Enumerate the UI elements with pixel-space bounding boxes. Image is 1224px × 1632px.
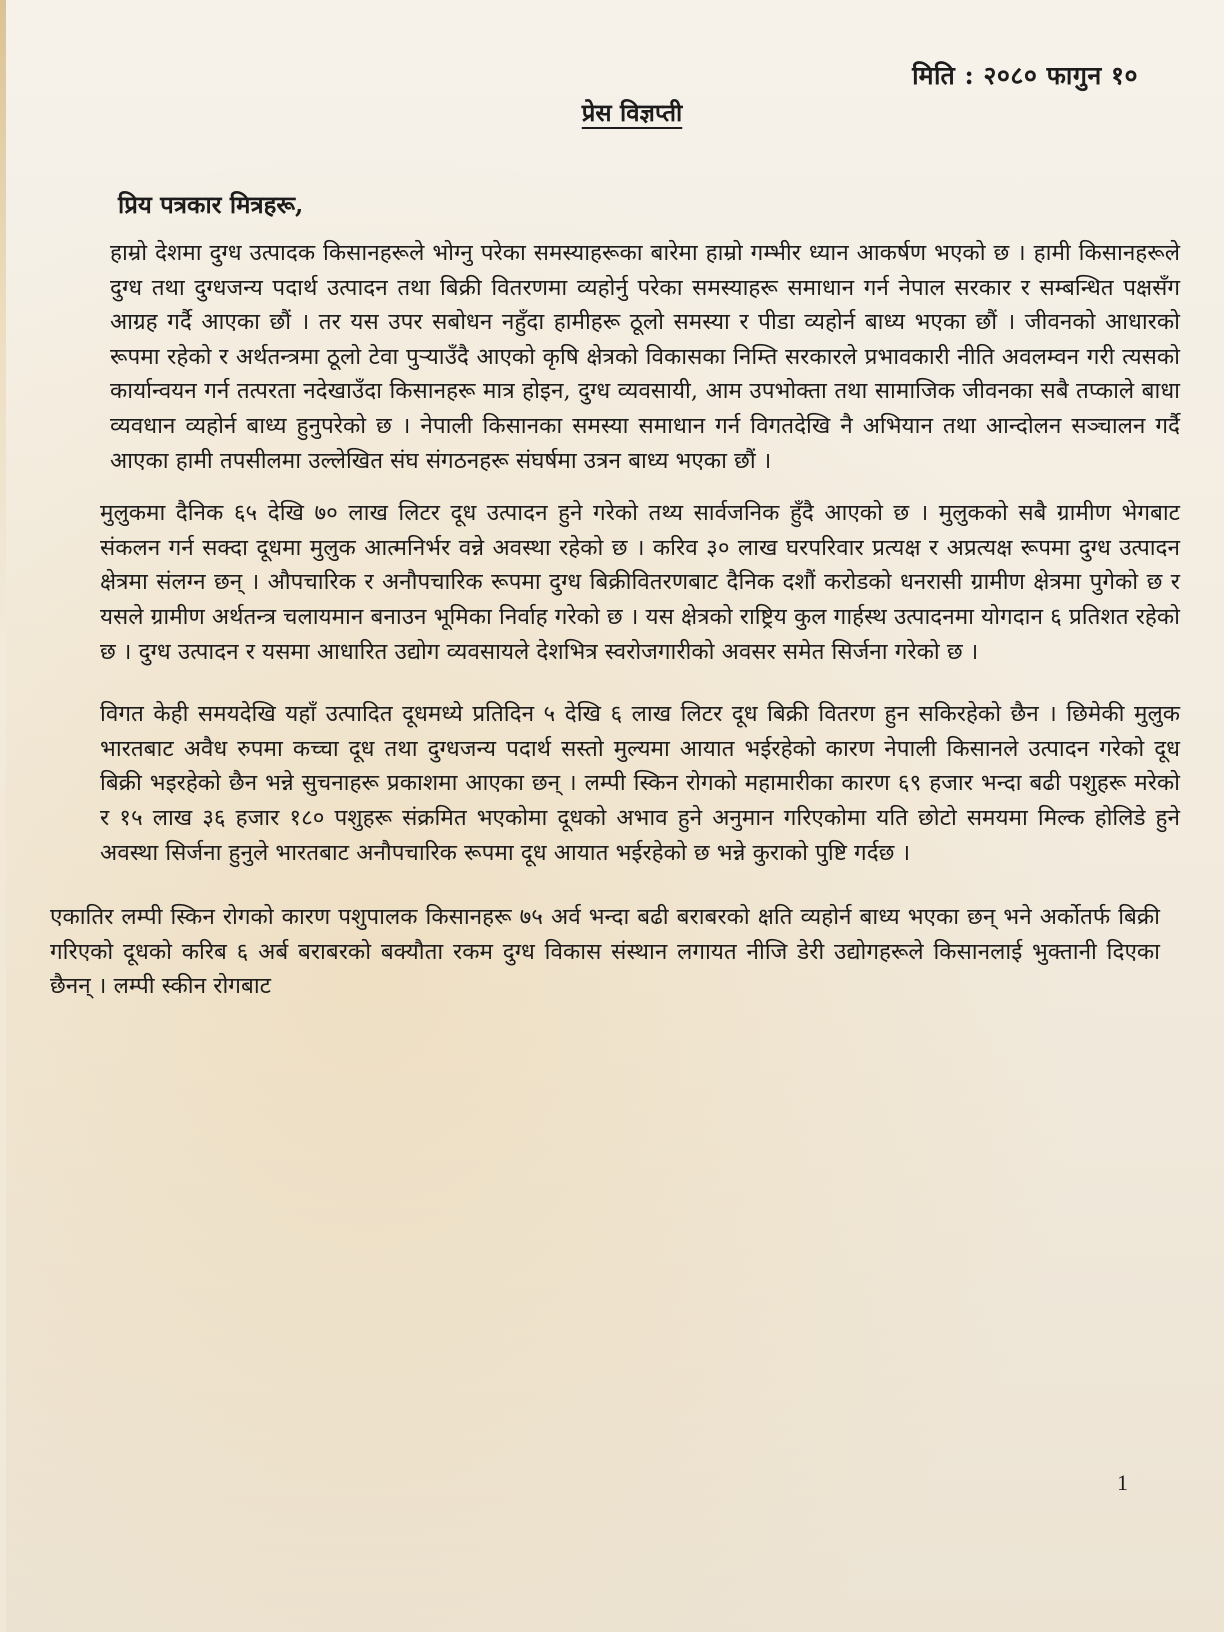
document-title: प्रेस विज्ञप्ती	[581, 98, 683, 127]
paragraph-4: एकातिर लम्पी स्किन रोगको कारण पशुपालक किसानहरू ७५ अर्व भन्दा बढी बराबरको क्षति व्यहोर्न बाध्य भएका छन् भने अर्कोतर्फ बिक्री गरिएको दूधको करिब ६ अर्ब बराबरको बक्यौता रकम दुग्ध विकास संस्थान लगायत नीजि डेरी उद्योगहरूले किसानलाई भुक्तानी दिएका छैनन् । लम्पी स्कीन रोगबाट	[50, 904, 1160, 1000]
document-date: मिति : २०८० फागुन १०	[912, 61, 1138, 90]
salutation: प्रिय पत्रकार मित्रहरू,	[118, 190, 304, 219]
paragraph-3: विगत केही समयदेखि यहाँ उत्पादित दूधमध्ये प्रतिदिन ५ देखि ६ लाख लिटर दूध बिक्री वितरण हुन सकिरहेको छैन । छिमेकी मुलुक भारतबाट अवैध रुपमा कच्चा दूध तथा दुग्धजन्य पदार्थ सस्तो मुल्यमा आयात भईरहेको कारण नेपाली किसानले उत्पादन गरेको दूध बिक्री भइरहेको छैन भन्ने सुचनाहरू प्रकाशमा आएका छन् । लम्पी स्किन रोगको महामारीका कारण ६९ हजार भन्दा बढी पशुहरू मरेको र १५ लाख ३६ हजार १८० पशुहरू संक्रमित भएकोमा दूधको अभाव हुने अनुमान गरिएकोमा यति छोटो समयमा मिल्क होलिडे हुने अवस्था सिर्जना हुनुले भारतबाट अनौपचारिक रूपमा दूध आयात भईरहेको छ भन्ने कुराको पुष्टि गर्दछ ।	[100, 701, 1180, 866]
letter-body	[50, 236, 1180, 1004]
page-number: 1	[1117, 1470, 1128, 1495]
paragraph-1: हाम्रो देशमा दुग्ध उत्पादक किसानहरूले भोग्नु परेका समस्याहरूका बारेमा हाम्रो गम्भीर ध्यान आकर्षण भएको छ । हामी किसानहरूले दुग्ध तथा दुग्धजन्य पदार्थ उत्पादन तथा बिक्री वितरणमा व्यहोर्नु परेका समस्याहरू समाधान गर्न नेपाल सरकार र सम्बन्धित पक्षसँग आग्रह गर्दै आएका छौं । तर यस उपर सबोधन नहुँदा हामीहरू ठूलो समस्या र पीडा व्यहोर्न बाध्य भएका छौं । जीवनको आधारको रूपमा रहेको र अर्थतन्त्रमा ठूलो टेवा पुर्‍याउँदै आएको कृषि क्षेत्रको विकासका निम्ति सरकारले प्रभावकारी नीति अवलम्वन गरी त्यसको कार्यान्वयन गर्न तत्परता नदेखाउँदा किसानहरू मात्र होइन, दुग्ध व्यवसायी, आम उपभोक्ता तथा सामाजिक जीवनका सबै तप्काले बाधा व्यवधान व्यहोर्न बाध्य हुनुपरेको छ । नेपाली किसानका समस्या समाधान गर्न विगतदेखि नै अभियान तथा आन्दोलन सञ्चालन गर्दै आएका हामी तपसीलमा उल्लेखित संघ संगठनहरू संघर्षमा उत्रन बाध्य भएका छौं ।	[110, 240, 1180, 474]
paragraph-2: मुलुकमा दैनिक ६५ देखि ७० लाख लिटर दूध उत्पादन हुने गरेको तथ्य सार्वजनिक हुँदै आएको छ । मुलुकको सबै ग्रामीण भेगबाट संकलन गर्न सक्दा दूधमा मुलुक आत्मनिर्भर वन्ने अवस्था रहेको छ । करिव ३० लाख घरपरिवार प्रत्यक्ष र अप्रत्यक्ष रूपमा दुग्ध उत्पादन क्षेत्रमा संलग्न छन् । औपचारिक र अनौपचारिक रूपमा दुग्ध बिक्रीवितरणबाट दैनिक दशौं करोडको धनरासी ग्रामीण क्षेत्रमा पुगेको छ र यसले ग्रामीण अर्थतन्त्र चलायमान बनाउन भूमिका निर्वाह गरेको छ । यस क्षेत्रको राष्ट्रिय कुल गार्हस्थ उत्पादनमा योगदान ६ प्रतिशत रहेको छ । दुग्ध उत्पादन र यसमा आधारित उद्योग व्यवसायले देशभित्र स्वरोजगारीको अवसर समेत सिर्जना गरेको छ ।	[100, 500, 1180, 665]
page-edge-shadow	[0, 0, 6, 1632]
